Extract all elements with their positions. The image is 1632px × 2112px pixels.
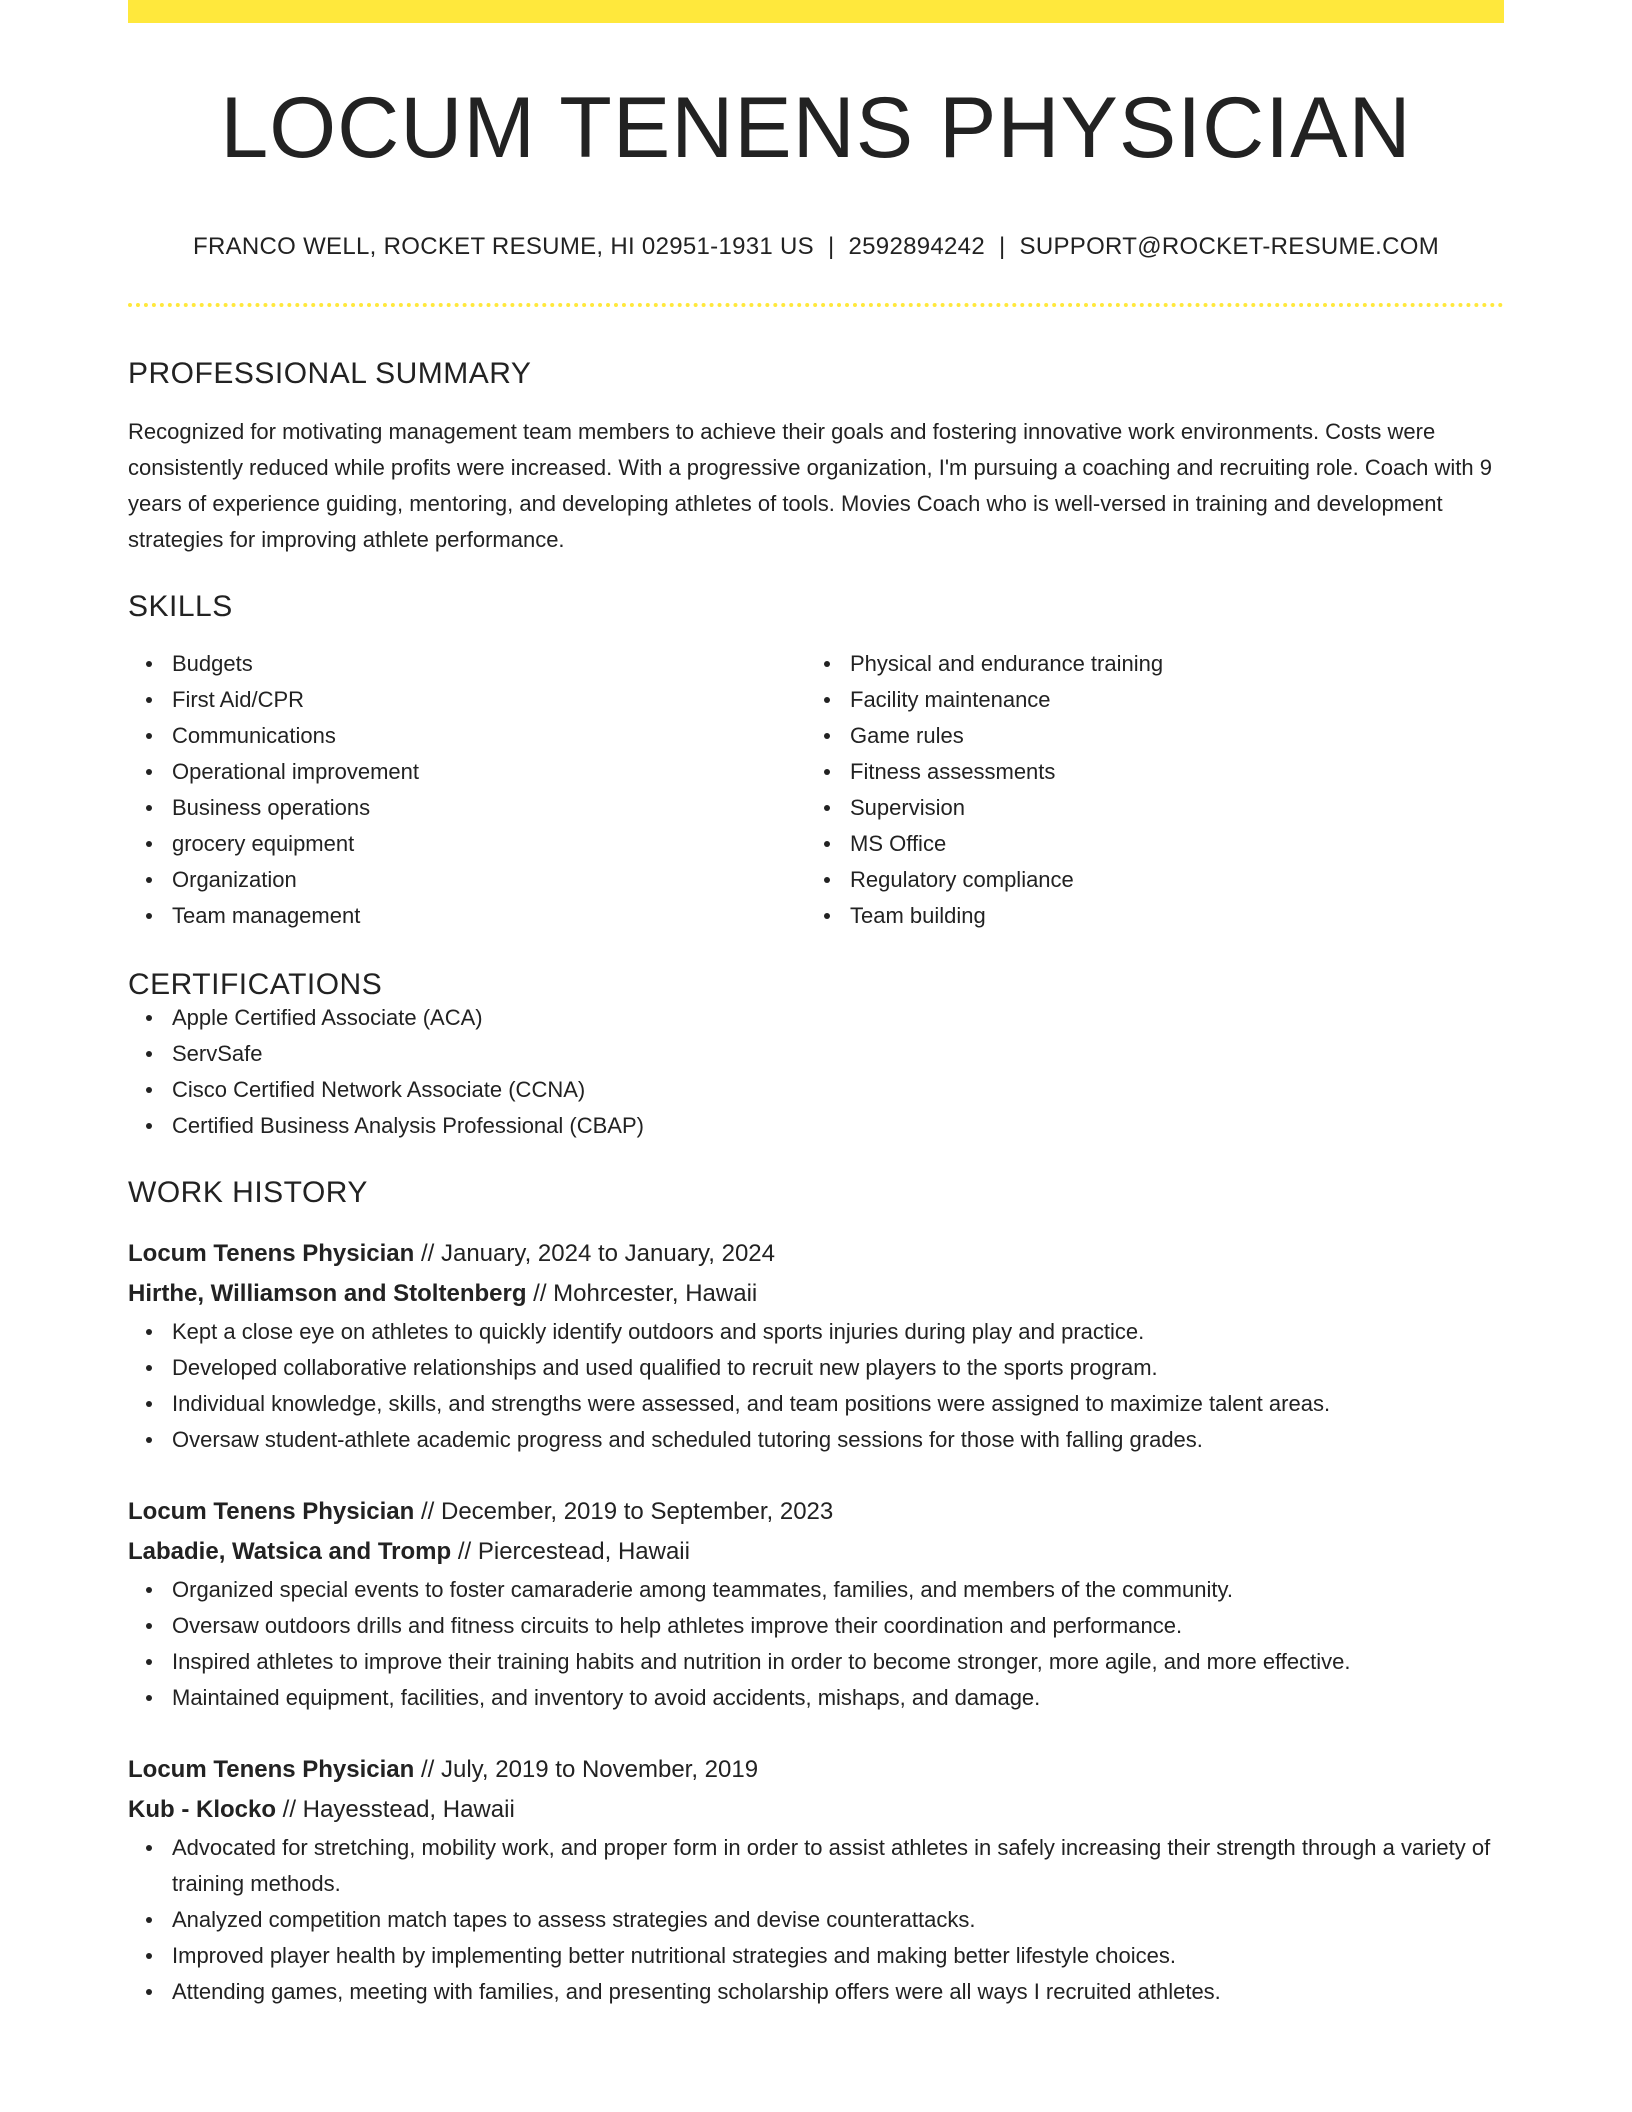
job-title-line: [128, 1750, 1504, 1790]
skill-item: Game rules: [850, 718, 1484, 754]
job-duty: Individual knowledge, skills, and strengths were assessed, and team positions were assigned to maximize talent areas.: [172, 1386, 1504, 1422]
skill-item: Communications: [172, 718, 806, 754]
job-duties-list: [128, 1830, 1504, 2010]
job-title: Locum Tenens Physician: [128, 1498, 415, 1525]
job-company-line: [128, 1274, 1504, 1314]
skill-item: Regulatory compliance: [850, 862, 1484, 898]
skill-item: Facility maintenance: [850, 682, 1484, 718]
dotted-divider: [128, 303, 1504, 307]
job-duty: Oversaw student-athlete academic progress and scheduled tutoring sessions for those with falling grades.: [172, 1422, 1504, 1458]
skills-column-right: [806, 646, 1484, 934]
job-dates: // July, 2019 to November, 2019: [420, 1756, 759, 1783]
certification-item: ServSafe: [172, 1036, 1504, 1072]
contact-address: FRANCO WELL, ROCKET RESUME, HI 02951-1931 US: [193, 233, 814, 260]
skill-item: MS Office: [850, 826, 1484, 862]
contact-separator: |: [998, 233, 1006, 260]
job-duties-list: [128, 1314, 1504, 1458]
job-entry: [128, 1234, 1504, 1458]
skill-item: First Aid/CPR: [172, 682, 806, 718]
resume-title: LOCUM TENENS PHYSICIAN: [220, 80, 1412, 176]
skill-item: Organization: [172, 862, 806, 898]
job-duty: Inspired athletes to improve their training habits and nutrition in order to become stronger, more agile, and more effective.: [172, 1644, 1504, 1680]
job-location: // Piercestead, Hawaii: [457, 1538, 690, 1565]
job-location: // Hayesstead, Hawaii: [282, 1796, 515, 1823]
job-duty: Improved player health by implementing better nutritional strategies and making better lifestyle choices.: [172, 1938, 1504, 1974]
certification-item: Cisco Certified Network Associate (CCNA): [172, 1072, 1504, 1108]
skill-item: Fitness assessments: [850, 754, 1484, 790]
job-entry: [128, 1750, 1504, 2010]
certification-item: Apple Certified Associate (ACA): [172, 1000, 1504, 1036]
job-company-line: [128, 1532, 1504, 1572]
certification-item: Certified Business Analysis Professional (CBAP): [172, 1108, 1504, 1144]
work-history-heading: WORK HISTORY: [128, 1176, 368, 1209]
summary-text: Recognized for motivating management team members to achieve their goals and fostering innovative work environments. Costs were consistently reduced while profits were increased. With a progressive organization, I'm pursuing a coaching and recruiting role. Coach with 9 years of experience guiding, mentoring, and developing athletes of tools. Movies Coach who is well-versed in training and development strategies for improving athlete performance.: [128, 419, 1492, 552]
skill-item: Physical and endurance training: [850, 646, 1484, 682]
certifications-list: [128, 1000, 1504, 1144]
job-duty: Attending games, meeting with families, and presenting scholarship offers were all ways I recruited athletes.: [172, 1974, 1504, 2010]
skills-heading: SKILLS: [128, 590, 233, 623]
skill-item: grocery equipment: [172, 826, 806, 862]
job-duty: Maintained equipment, facilities, and inventory to avoid accidents, mishaps, and damage.: [172, 1680, 1504, 1716]
skill-item: Team building: [850, 898, 1484, 934]
job-duties-list: [128, 1572, 1504, 1716]
skill-item: Operational improvement: [172, 754, 806, 790]
contact-separator: |: [827, 233, 835, 260]
job-company: Labadie, Watsica and Tromp: [128, 1538, 452, 1565]
job-duty: Kept a close eye on athletes to quickly identify outdoors and sports injuries during play and practice.: [172, 1314, 1504, 1350]
job-duty: Oversaw outdoors drills and fitness circuits to help athletes improve their coordination and performance.: [172, 1608, 1504, 1644]
summary-heading: PROFESSIONAL SUMMARY: [128, 357, 532, 390]
job-duty: Developed collaborative relationships and used qualified to recruit new players to the sports program.: [172, 1350, 1504, 1386]
job-company-line: [128, 1790, 1504, 1830]
job-dates: // December, 2019 to September, 2023: [420, 1498, 834, 1525]
certifications-heading: CERTIFICATIONS: [128, 968, 383, 1001]
job-title: Locum Tenens Physician: [128, 1756, 415, 1783]
job-location: // Mohrcester, Hawaii: [533, 1280, 758, 1307]
contact-email: SUPPORT@ROCKET-RESUME.COM: [1019, 233, 1439, 260]
accent-bar: [128, 0, 1504, 23]
skills-list-left: [128, 646, 806, 934]
skill-item: Team management: [172, 898, 806, 934]
job-duty: Advocated for stretching, mobility work, and proper form in order to assist athletes in safely increasing their strength through a variety of training methods.: [172, 1830, 1504, 1902]
skills-grid: [128, 646, 1504, 934]
skill-item: Budgets: [172, 646, 806, 682]
contact-line: [128, 235, 1504, 259]
skill-item: Supervision: [850, 790, 1484, 826]
skills-column-left: [128, 646, 806, 934]
skills-list-right: [806, 646, 1484, 934]
job-company: Kub - Klocko: [128, 1796, 276, 1823]
job-title-line: [128, 1492, 1504, 1532]
job-duty: Organized special events to foster camaraderie among teammates, families, and members of the community.: [172, 1572, 1504, 1608]
job-duty: Analyzed competition match tapes to assess strategies and devise counterattacks.: [172, 1902, 1504, 1938]
skill-item: Business operations: [172, 790, 806, 826]
job-title: Locum Tenens Physician: [128, 1240, 415, 1267]
job-entry: [128, 1492, 1504, 1716]
job-title-line: [128, 1234, 1504, 1274]
job-dates: // January, 2024 to January, 2024: [420, 1240, 775, 1267]
job-company: Hirthe, Williamson and Stoltenberg: [128, 1280, 527, 1307]
contact-phone: 2592894242: [848, 233, 985, 260]
resume-page: [128, 0, 1504, 2010]
